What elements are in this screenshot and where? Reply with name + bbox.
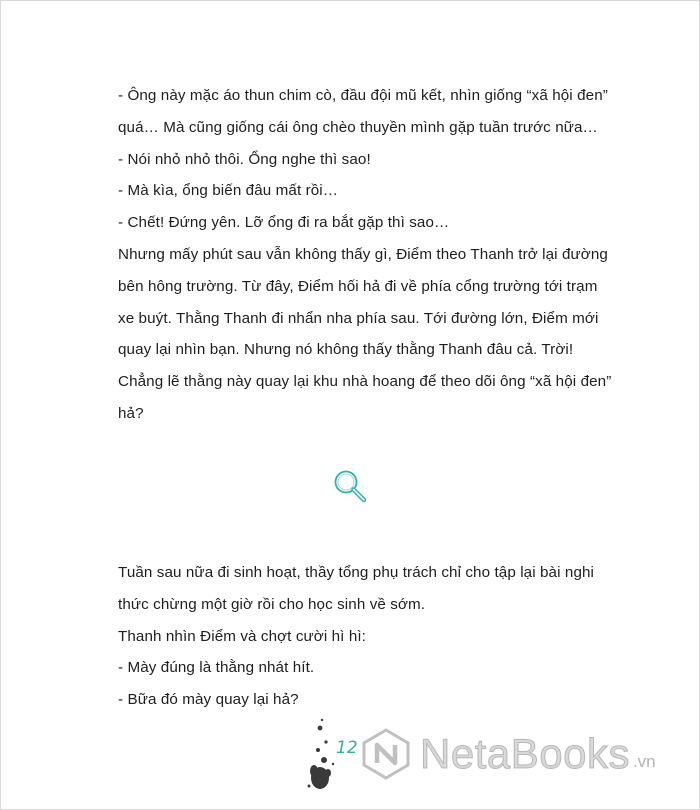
watermark (360, 724, 696, 784)
dialogue-line-4: - Chết! Đứng yên. Lỡ ổng đi ra bắt gặp thì sao… (118, 214, 450, 232)
narrative-paragraph-2: Tuần sau nữa đi sinh hoạt, thầy tổng phụ trách chỉ cho tập lại bài nghi thức chừng một giờ rồi cho học sinh về sớm. (118, 564, 595, 613)
story-block-1 (118, 80, 616, 430)
dialogue-line-5: - Mày đúng là thằng nhát hít. (118, 659, 315, 677)
narrative-paragraph-3: Thanh nhìn Điểm và chợt cười hì hì: (118, 627, 367, 645)
magnifying-glass-icon (330, 466, 372, 508)
watermark-brand: NetaBooks (420, 730, 630, 777)
dialogue-line-3: - Mà kìa, ổng biến đâu mất rồi… (118, 182, 339, 200)
narrative-paragraph-1: Nhưng mấy phút sau vẫn không thấy gì, Điểm theo Thanh trở lại đường bên hông trường. Từ đây, Điểm hối hả đi về phía cổng trường tới trạm xe buýt. Thằng Thanh đi nhẩn nha phía sau. Tới đường lớn, Điểm mới quay lại nhìn bạn. Nhưng nó không thấy thằng Thanh đâu cả. Trời! Chẳng lẽ thằng này quay lại khu nhà hoang để theo dõi ông “xã hội đen” hả? (118, 245, 612, 422)
watermark-suffix: .vn (632, 752, 656, 771)
story-block-2 (118, 557, 616, 716)
dialogue-line-1: - Ông này mặc áo thun chim cò, đầu đội mũ kết, nhìn giống “xã hội đen” quá… Mà cũng giống cái ông chèo thuyền mình gặp tuần trước nữa… (118, 87, 608, 136)
page-number: 12 (336, 738, 358, 758)
netabooks-logo-icon (360, 728, 412, 780)
dialogue-line-2: - Nói nhỏ nhỏ thôi. Ổng nghe thì sao! (118, 150, 371, 168)
dialogue-line-6: - Bữa đó mày quay lại hả? (118, 691, 299, 709)
